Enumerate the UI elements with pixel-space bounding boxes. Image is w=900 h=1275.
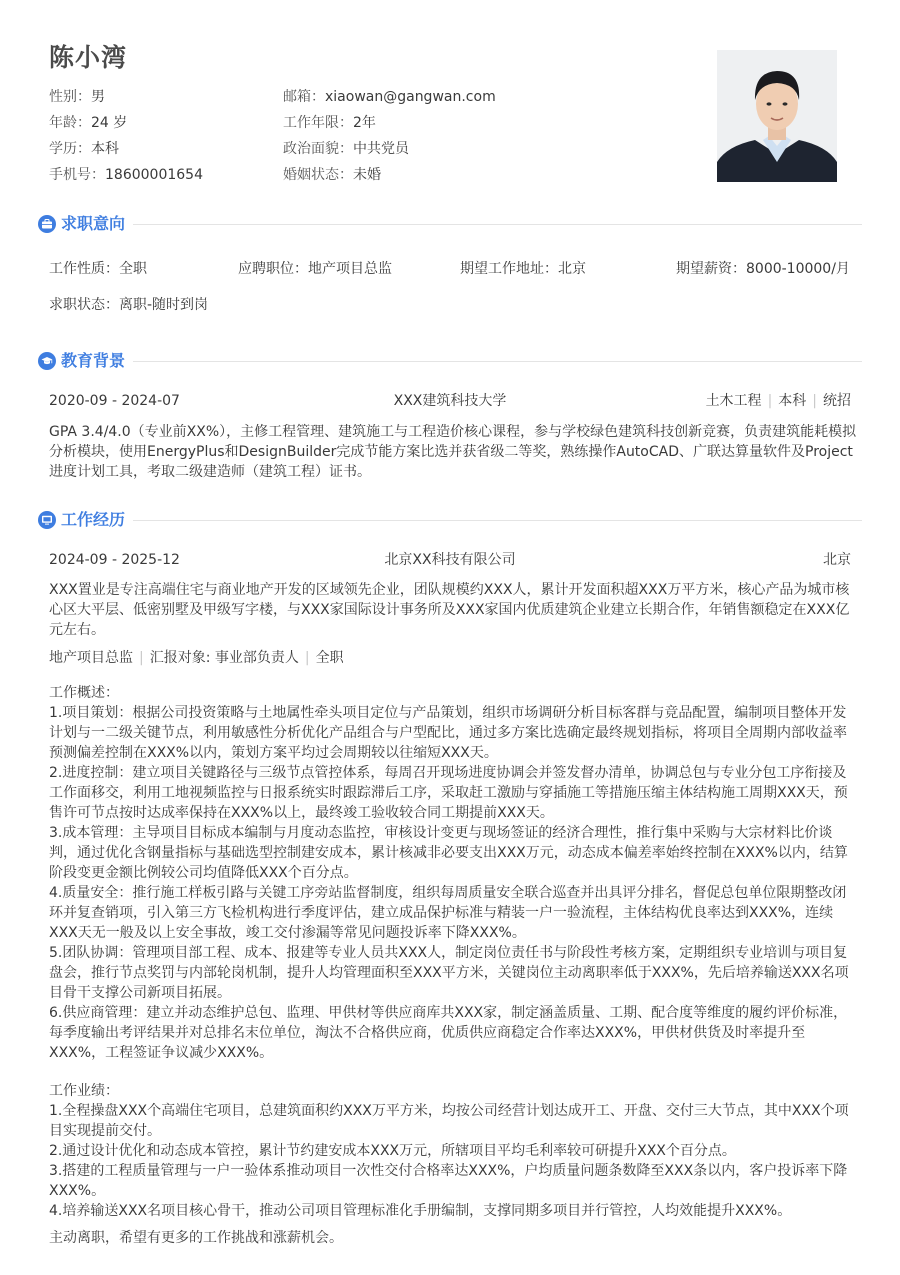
- age-label: 年龄：: [49, 115, 91, 131]
- candidate-name: 陈小湾: [49, 43, 128, 72]
- result-item: 4.培养输送XXX名项目核心骨干，推动公司项目管理标准化手册编制，支撑同期多项目并行管控，人均效能提升XXX%。: [49, 1203, 792, 1219]
- experience-value: 2年: [353, 115, 376, 131]
- employment-type: 全职: [315, 650, 344, 666]
- section-job-intent: [38, 211, 862, 237]
- job-position-label: 应聘职位：: [238, 261, 308, 277]
- job-salary: [676, 259, 850, 279]
- section-title: 教育背景: [61, 351, 126, 370]
- job-position-value: 地产项目总监: [308, 261, 392, 277]
- work-city: 北京: [823, 552, 851, 568]
- briefcase-icon: [38, 215, 56, 233]
- phone-label: 手机号：: [49, 167, 105, 183]
- info-row: [49, 110, 669, 136]
- work-results: [49, 1081, 857, 1221]
- marital-label: 婚姻状态：: [283, 167, 353, 183]
- result-item: 2.通过设计优化和动态成本管控，累计节约建安成本XXX万元，所辖项目平均毛利率较可研提升XXX个百分点。: [49, 1143, 736, 1159]
- degree: 本科: [778, 393, 807, 409]
- overview-title: 工作概述：: [49, 685, 119, 701]
- experience-label: 工作年限：: [283, 115, 353, 131]
- results-title: 工作业绩：: [49, 1083, 119, 1099]
- major: 土木工程: [705, 393, 762, 409]
- monitor-icon: [38, 511, 56, 529]
- section-education: [38, 348, 862, 374]
- job-salary-value: 8000-10000/月: [746, 261, 850, 277]
- overview-item: 2.进度控制：建立项目关键路径与三级节点管控体系，每周召开现场进度协调会并签发督办清单，协调总包与专业分包工序衔接及工作面移交，利用工地视频监控与日报系统实时跟踪滞后工序，采取赶工激励与穿插施工等措施压缩主体结构施工周期XXX天，预售许可节点按时达成率保持在XXX%以上，最终竣工验收较合同工期提前XXX天。: [49, 765, 848, 821]
- overview-item: 3.成本管理：主导项目目标成本编制与月度动态监控，审核设计变更与现场签证的经济合理性，推行集中采购与大宗材料比价谈判，通过优化含钢量指标与基础选型控制建安成本，累计核减非必要支出XXX万元，动态成本偏差率始终控制在XXX%以内，结算阶段变更金额比例较公司均值降低XXX个百分点。: [49, 825, 848, 881]
- gender-label: 性别：: [49, 89, 91, 105]
- job-status: [49, 295, 208, 315]
- basic-info: [49, 84, 669, 188]
- age-value: 24 岁: [91, 115, 128, 131]
- phone-value: 18600001654: [105, 167, 203, 183]
- job-city-value: 北京: [558, 261, 586, 277]
- enrollment-type: 统招: [823, 393, 851, 409]
- role-tags: 地产项目总监 | 汇报对象: 事业部负责人 | 全职: [49, 650, 344, 666]
- job-position: [238, 259, 392, 279]
- work-period: 2024-09 - 2025-12: [49, 552, 180, 568]
- email-label: 邮箱：: [283, 89, 325, 105]
- job-city: [460, 259, 586, 279]
- job-type-label: 工作性质：: [49, 261, 119, 277]
- section-title: 工作经历: [61, 510, 126, 529]
- graduation-cap-icon: [38, 352, 56, 370]
- leave-reason: 主动离职，希望有更多的工作挑战和涨薪机会。: [49, 1230, 343, 1246]
- overview-item: 5.团队协调：管理项目部工程、成本、报建等专业人员共XXX人，制定岗位责任书与阶段性考核方案，定期组织专业培训与项目复盘会，推行节点奖罚与内部轮岗机制，提升人均管理面积至XXX平方米，关键岗位主动离职率低于XXX%，先后培养输送XXX名项目骨干支撑公司新项目拓展。: [49, 945, 849, 1001]
- overview-item: 4.质量安全：推行施工样板引路与关键工序旁站监督制度，组织每周质量安全联合巡查并出具评分排名，督促总包单位限期整改闭环并复查销项，引入第三方飞检机构进行季度评估，建立成品保护标准与精装一户一验流程，主体结构优良率达到XXX%，连续XXX天无一般及以上安全事故，竣工交付渗漏等常见问题投诉率下降XXX%。: [49, 885, 847, 941]
- education-description: GPA 3.4/4.0（专业前XX%），主修工程管理、建筑施工与工程造价核心课程，参与学校绿色建筑科技创新竞赛，负责建筑能耗模拟分析模块，使用EnergyPlus和DesignBuilder完成节能方案比选并获省级二等奖，熟练操作AutoCAD、广联达算量软件及Project进度计划工具，考取二级建造师（建筑工程）证书。: [49, 424, 857, 480]
- job-type: [49, 259, 147, 279]
- section-title: 求职意向: [61, 214, 126, 233]
- political-label: 政治面貌：: [283, 141, 353, 157]
- education-tags: 土木工程 | 本科 | 统招: [705, 393, 851, 409]
- company-name: 北京XX科技有限公司: [384, 552, 516, 568]
- result-item: 3.搭建的工程质量管理与一户一验体系推动项目一次性交付合格率达XXX%，户均质量问题条数降至XXX条以内，客户投诉率下降XXX%。: [49, 1163, 848, 1199]
- education-label: 学历：: [49, 141, 91, 157]
- school-name: XXX建筑科技大学: [393, 393, 507, 409]
- job-city-label: 期望工作地址：: [460, 261, 558, 277]
- marital-value: 未婚: [353, 167, 381, 183]
- report-to: 汇报对象: 事业部负责人: [149, 650, 299, 666]
- role-title: 地产项目总监: [49, 650, 133, 666]
- work-overview: [49, 683, 857, 1063]
- result-item: 1.全程操盘XXX个高端住宅项目，总建筑面积约XXX万平方米，均按公司经营计划达成开工、开盘、交付三大节点，其中XXX个项目实现提前交付。: [49, 1103, 849, 1139]
- education-value: 本科: [91, 141, 119, 157]
- info-row: [49, 136, 669, 162]
- overview-item: 1.项目策划：根据公司投资策略与土地属性牵头项目定位与产品策划，组织市场调研分析目标客群与竞品配置，编制项目整体开发计划与一二级关键节点，利用敏感性分析优化产品组合与户型配比，通过多方案比选确定最终规划指标，将项目全周期内部收益率预测偏差控制在XXX%以内，策划方案平均过会周期较以往缩短XXX天。: [49, 705, 847, 761]
- section-divider: [133, 520, 862, 521]
- job-type-value: 全职: [119, 261, 147, 277]
- company-description: XXX置业是专注高端住宅与商业地产开发的区域领先企业，团队规模约XXX人，累计开发面积超XXX万平方米，核心产品为城市核心区大平层、低密别墅及甲级写字楼，与XXX家国际设计事务所及XXX家国内优质建筑企业建立长期合作，年销售额稳定在XXX亿元左右。: [49, 582, 850, 638]
- overview-item: 6.供应商管理：建立并动态维护总包、监理、甲供材等供应商库共XXX家，制定涵盖质量、工期、配合度等维度的履约评价标准，每季度输出考评结果并对总排名末位单位，淘汰不合格供应商，优质供应商稳定合作率达XXX%，甲供材供货及时率提升至XXX%，工程签证争议减少XXX%。: [49, 1005, 848, 1061]
- gender-value: 男: [91, 89, 105, 105]
- political-value: 中共党员: [353, 141, 409, 157]
- job-status-value: 离职-随时到岗: [119, 297, 209, 313]
- section-divider: [133, 361, 862, 362]
- job-salary-label: 期望薪资：: [676, 261, 746, 277]
- section-work: [38, 507, 862, 533]
- info-row: [49, 162, 669, 188]
- profile-photo: [717, 50, 837, 182]
- info-row: [49, 84, 669, 110]
- email-value: xiaowan@gangwan.com: [325, 89, 496, 105]
- job-status-label: 求职状态：: [49, 297, 119, 313]
- section-divider: [133, 224, 862, 225]
- education-period: 2020-09 - 2024-07: [49, 393, 180, 409]
